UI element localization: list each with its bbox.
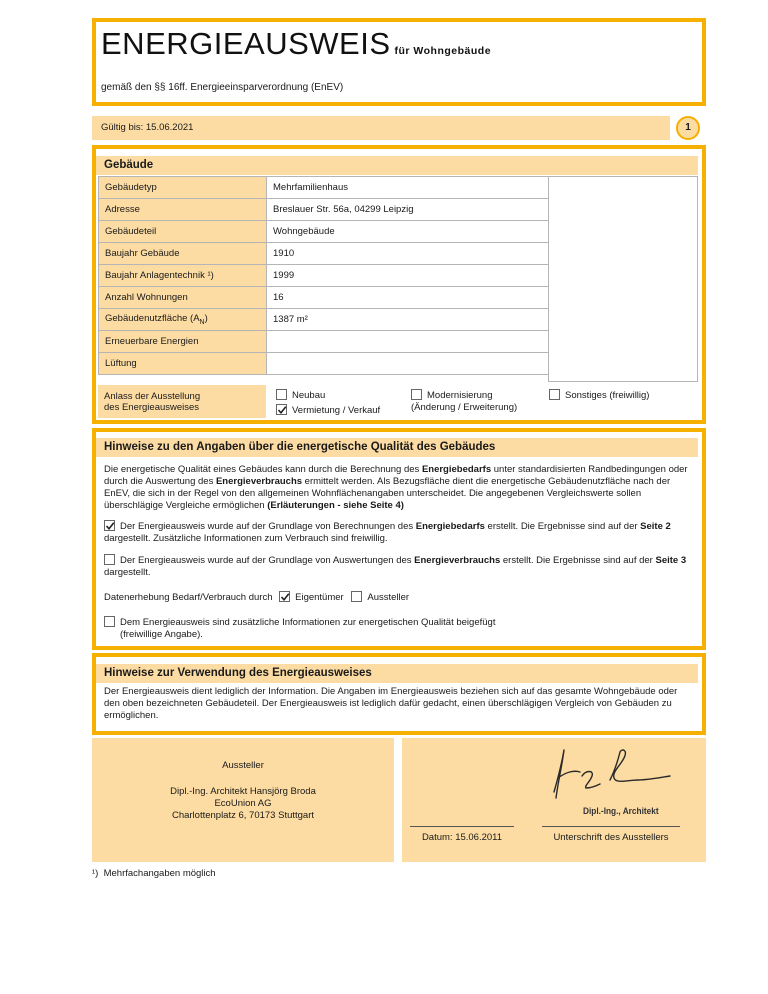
page-number-badge: [676, 116, 700, 140]
issuer-company: EcoUnion AG: [214, 798, 272, 809]
option-neubau[interactable]: [276, 389, 325, 401]
notes-intro: [104, 464, 694, 512]
additional-info-option[interactable]: [104, 616, 694, 641]
option-modernisierung[interactable]: [411, 389, 517, 414]
row-label: Baujahr Gebäude: [99, 243, 267, 265]
notes-section-title: Hinweise zu den Angaben über die energetische Qualität des Gebäudes: [104, 441, 496, 453]
row-value: [267, 353, 549, 375]
modernisierung-label-1: Modernisierung: [427, 390, 493, 401]
row-label: Erneuerbare Energien: [99, 331, 267, 353]
row-label: Anzahl Wohnungen: [99, 287, 267, 309]
intro-part: Die energetische Qualität eines Gebäudes kann durch die Berechnung des: [104, 464, 422, 475]
intro-part: ermittelt werden. Als Bezugsfläche dient die energetische Gebäudenutzfläche nach der EnEV, die sich in der Regel von den allgemeinen Wohnflächenangaben unterscheidet. Die angegebenen Vergleichswerte sollen überschlägige Vergleiche ermöglichen: [104, 476, 671, 511]
table-row: [99, 199, 549, 221]
aussteller-label: Aussteller: [367, 592, 410, 603]
issuer-name: Dipl.-Ing. Architekt Hansjörg Broda: [170, 786, 316, 797]
intro-bold: Energiebedarfs: [421, 464, 492, 475]
date-line: [410, 826, 514, 827]
valid-until: Gültig bis: 15.06.2021: [101, 122, 194, 133]
intro-bold: Energieverbrauchs: [215, 476, 303, 487]
data-collection-label: Datenerhebung Bedarf/Verbrauch durch: [104, 592, 273, 603]
additional-info-text-2: (freiwillige Angabe).: [120, 629, 203, 640]
row-value: 1910: [267, 243, 549, 265]
row-value: [267, 331, 549, 353]
checkmark-icon: [105, 521, 115, 531]
footnote: ¹) Mehrfachangaben möglich: [92, 868, 216, 879]
vermietung-checkbox[interactable]: [276, 404, 287, 415]
vermietung-label: Vermietung / Verkauf: [292, 405, 381, 416]
checkmark-icon: [277, 405, 287, 415]
row-label: Gebäudetyp: [99, 177, 267, 199]
issuer-block: [92, 760, 394, 822]
bedarf-bold: Energiebedarfs: [415, 521, 485, 532]
table-row: [99, 353, 549, 375]
table-row: [99, 309, 549, 331]
intro-part: unter standardisierten Randbedingungen oder durch die Auswertung des: [104, 464, 688, 487]
data-collection-row: [104, 591, 409, 604]
verbrauch-checkbox[interactable]: [104, 554, 115, 565]
table-row: [99, 331, 549, 353]
bedarf-text: Der Energieausweis wurde auf der Grundlage von Berechnungen des: [120, 521, 416, 532]
building-section-title: Gebäude: [104, 159, 154, 171]
bedarf-bold: Seite 2: [640, 521, 671, 532]
basis-verbrauch-option[interactable]: [104, 554, 694, 579]
occasion-label-1: Anlass der Ausstellung: [104, 391, 201, 402]
row-label: Gebäudeteil: [99, 221, 267, 243]
intro-bold: (Erläuterungen - siehe Seite 4): [267, 500, 404, 511]
row-value: Wohngebäude: [267, 221, 549, 243]
verbrauch-bold: Seite 3: [655, 555, 687, 566]
basis-bedarf-option[interactable]: [104, 520, 694, 545]
signature-icon: [548, 742, 678, 806]
row-label: [99, 309, 267, 331]
page-number: 1: [685, 122, 691, 133]
verbrauch-text: Der Energieausweis wurde auf der Grundlage von Auswertungen des: [120, 555, 415, 566]
row-value: Mehrfamilienhaus: [267, 177, 549, 199]
row-value: 16: [267, 287, 549, 309]
verbrauch-bold: Energieverbrauchs: [414, 555, 501, 566]
row-label: Lüftung: [99, 353, 267, 375]
area-label-text: Gebäudenutzfläche (A: [105, 313, 200, 325]
neubau-checkbox[interactable]: [276, 389, 287, 400]
usage-text: Der Energieausweis dient lediglich der Information. Die Angaben im Energieausweis beziehen sich auf das gesamte Wohngebäude oder den oben bezeichneten Gebäudeteil. Der Energieausweis ist lediglich dafür gedacht, einen überschlägigen Vergleich von Gebäuden zu ermöglichen.: [104, 686, 678, 721]
legal-basis: gemäß den §§ 16ff. Energieeinsparverordnung (EnEV): [101, 82, 344, 93]
option-vermietung[interactable]: [276, 404, 380, 416]
verbrauch-text: dargestellt.: [104, 567, 151, 578]
table-row: [99, 221, 549, 243]
checkmark-icon: [280, 592, 290, 602]
usage-section-title: Hinweise zur Verwendung des Energieausweises: [104, 667, 372, 679]
date-field: Datum: 15.06.2011: [421, 832, 503, 843]
option-sonstiges[interactable]: [549, 389, 649, 401]
building-photo-box: [548, 176, 698, 382]
signature-line: [542, 826, 680, 827]
issuer-label: Aussteller: [222, 760, 264, 771]
bedarf-checkbox[interactable]: [104, 520, 115, 531]
eigentuemer-label: Eigentümer: [295, 592, 344, 603]
building-title-bar: [96, 156, 698, 175]
row-value: 1999: [267, 265, 549, 287]
area-label-sub: N: [199, 318, 205, 326]
additional-info-checkbox[interactable]: [104, 616, 115, 627]
bedarf-text: dargestellt. Zusätzliche Informationen zum Verbrauch sind freiwillig.: [104, 533, 388, 544]
table-row: [99, 243, 549, 265]
table-row: [99, 177, 549, 199]
modernisierung-label-2: (Änderung / Erweiterung): [411, 402, 518, 413]
signature-caption: Unterschrift des Ausstellers: [553, 832, 669, 843]
area-label-end: ): [204, 313, 208, 325]
issuer-address: Charlottenplatz 6, 70173 Stuttgart: [171, 810, 315, 821]
neubau-label: Neubau: [292, 390, 326, 401]
row-value: Breslauer Str. 56a, 04299 Leipzig: [267, 199, 549, 221]
bedarf-text: erstellt. Die Ergebnisse sind auf der: [484, 521, 641, 532]
eigentuemer-checkbox[interactable]: [279, 591, 290, 602]
row-label: Baujahr Anlagentechnik ¹): [99, 265, 267, 287]
occasion-label-cell: [98, 385, 266, 418]
table-row: [99, 287, 549, 309]
row-value: 1387 m²: [267, 309, 549, 331]
sonstiges-checkbox[interactable]: [549, 389, 560, 400]
aussteller-checkbox[interactable]: [351, 591, 362, 602]
title-text: ENERGIEAUSWEIS: [101, 26, 391, 61]
table-row: [99, 265, 549, 287]
title-subtitle: für Wohngebäude: [394, 45, 492, 57]
signature-stamp: Dipl.-Ing., Architekt: [583, 806, 659, 816]
document-title: [101, 26, 491, 62]
building-table: [98, 176, 549, 375]
additional-info-text-1: Dem Energieausweis sind zusätzliche Informationen zur energetischen Qualität beigefügt: [120, 617, 496, 628]
sonstiges-label: Sonstiges (freiwillig): [565, 390, 650, 401]
occasion-label-2: des Energieausweises: [104, 402, 200, 413]
modernisierung-checkbox[interactable]: [411, 389, 422, 400]
row-label: Adresse: [99, 199, 267, 221]
verbrauch-text: erstellt. Die Ergebnisse sind auf der: [500, 555, 656, 566]
